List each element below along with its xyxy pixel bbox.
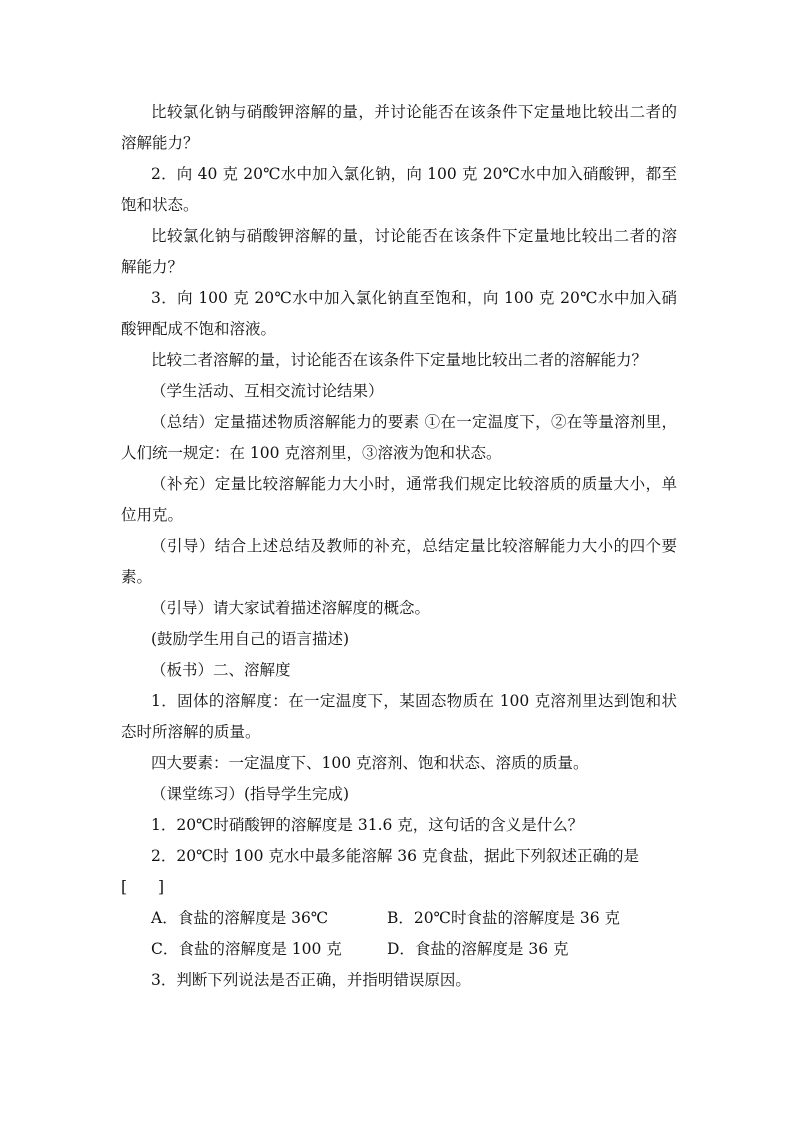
paragraph-compare-3: 比较二者溶解的量，讨论能否在该条件下定量地比较出二者的溶解能力？	[151, 351, 648, 369]
paragraph-guide-2: （引导）请大家试着描述溶解度的概念。	[151, 599, 431, 617]
paragraph-question-2: 2．20℃时 100 克水中最多能溶解 36 克食盐，据此下列叙述正确的是	[151, 847, 639, 865]
paragraph-encourage: (鼓励学生用自己的语言描述)	[151, 630, 350, 648]
paragraph-question-3: 3．判断下列说法是否正确，并指明错误原因。	[151, 971, 471, 989]
options-row-1	[121, 903, 677, 934]
paragraph-guide-1: （引导）结合上述总结及教师的补充，总结定量比较溶解能力大小的四个要素。	[121, 537, 677, 586]
option-d: D．食盐的溶解度是 36 克	[387, 940, 569, 958]
answer-bracket: [ ]	[121, 878, 165, 896]
paragraph-step-3: 3．向 100 克 20℃水中加入氯化钠直至饱和，向 100 克 20℃水中加入硝酸钾配成不饱和溶液。	[121, 289, 677, 338]
paragraph-definition: 1．固体的溶解度：在一定温度下，某固态物质在 100 克溶剂里达到饱和状态时所溶解的质量。	[121, 692, 677, 741]
option-a: A．食盐的溶解度是 36℃	[151, 909, 329, 927]
paragraph-summary: （总结）定量描述物质溶解能力的要素 ①在一定温度下，②在等量溶剂里，人们统一规定：在 100 克溶剂里，③溶液为饱和状态。	[121, 413, 677, 462]
document-page	[121, 97, 677, 996]
paragraph-compare-1: 比较氯化钠与硝酸钾溶解的量，并讨论能否在该条件下定量地比较出二者的溶解能力？	[121, 103, 677, 152]
paragraph-compare-2: 比较氯化钠与硝酸钾溶解的量，讨论能否在该条件下定量地比较出二者的溶解能力？	[121, 227, 677, 276]
paragraph-class-exercise: （课堂练习）(指导学生完成)	[151, 785, 350, 803]
options-row-2	[121, 934, 677, 965]
option-b: B．20℃时食盐的溶解度是 36 克	[387, 909, 621, 927]
paragraph-question-1: 1．20℃时硝酸钾的溶解度是 31.6 克，这句话的含义是什么？	[151, 816, 584, 834]
paragraph-board-heading: （板书）二、溶解度	[151, 661, 291, 679]
paragraph-supplement: （补充）定量比较溶解能力大小时，通常我们规定比较溶质的质量大小，单位用克。	[121, 475, 677, 524]
option-c: C．食盐的溶解度是 100 克	[151, 940, 342, 958]
paragraph-step-2: 2．向 40 克 20℃水中加入氯化钠，向 100 克 20℃水中加入硝酸钾，都至饱和状态。	[121, 165, 677, 214]
paragraph-four-elements: 四大要素：一定温度下、100 克溶剂、饱和状态、溶质的质量。	[151, 754, 589, 772]
paragraph-student-activity: （学生活动、互相交流讨论结果）	[151, 382, 384, 400]
